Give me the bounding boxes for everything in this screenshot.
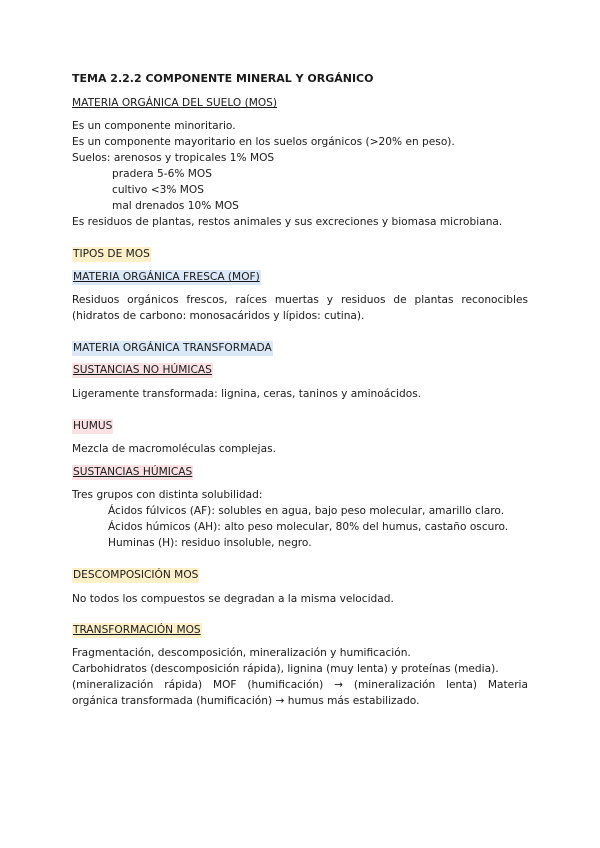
mos-line-7: Es residuos de plantas, restos animales y sus excreciones y biomasa microbiana. <box>72 216 503 228</box>
no-humicas-text: Ligeramente transformada: lignina, ceras, taninos y aminoácidos. <box>72 388 422 400</box>
transformacion-line-3: (mineralización rápida) MOF (humificación) → (mineralización lenta) Materia <box>72 679 528 691</box>
document-title: TEMA 2.2.2 COMPONENTE MINERAL Y ORGÁNICO <box>72 72 374 85</box>
transformacion-line-2: Carbohidratos (descomposición rápida), lignina (muy lenta) y proteínas (media). <box>72 663 499 675</box>
mos-line-5: cultivo <3% MOS <box>112 184 204 196</box>
mos-line-1: Es un componente minoritario. <box>72 120 236 132</box>
section-heading-mof <box>72 269 261 285</box>
mof-line-1: Residuos orgánicos frescos, raíces muertas y residuos de plantas reconocibles <box>72 294 528 306</box>
humicas-heading-text: SUSTANCIAS HÚMICAS <box>73 466 193 478</box>
section-heading-transformacion <box>72 622 202 638</box>
humicas-intro: Tres grupos con distinta solubilidad: <box>72 489 263 501</box>
no-humicas-heading-text: SUSTANCIAS NO HÚMICAS <box>73 364 212 376</box>
humus-heading-text: HUMUS <box>73 420 113 432</box>
section-heading-tipos <box>72 246 151 262</box>
mos-line-2: Es un componente mayoritario en los suelos orgánicos (>20% en peso). <box>72 136 455 148</box>
tipos-heading-text: TIPOS DE MOS <box>73 248 150 260</box>
mof-line-2: (hidratos de carbono: monosacáridos y lípidos: cutina). <box>72 310 365 322</box>
section-heading-humicas <box>72 464 193 480</box>
humicas-item-3: Huminas (H): residuo insoluble, negro. <box>108 537 312 549</box>
mos-line-6: mal drenados 10% MOS <box>112 200 239 212</box>
descomposicion-heading-text: DESCOMPOSICIÓN MOS <box>73 569 199 581</box>
section-heading-descomposicion <box>72 567 199 583</box>
humicas-item-1: Ácidos fúlvicos (AF): solubles en agua, bajo peso molecular, amarillo claro. <box>108 505 505 517</box>
descomposicion-text: No todos los compuestos se degradan a la misma velocidad. <box>72 593 394 605</box>
transformacion-line-1: Fragmentación, descomposición, mineralización y humificación. <box>72 647 411 659</box>
mos-line-3: Suelos: arenosos y tropicales 1% MOS <box>72 152 275 164</box>
humicas-item-2: Ácidos húmicos (AH): alto peso molecular, 80% del humus, castaño oscuro. <box>108 521 509 533</box>
transformacion-line-4: orgánica transformada (humificación) → humus más estabilizado. <box>72 695 420 707</box>
section-heading-mot <box>72 340 273 356</box>
mot-heading-text: MATERIA ORGÁNICA TRANSFORMADA <box>73 342 272 354</box>
section-heading-humus <box>72 418 113 434</box>
section-heading-mos: MATERIA ORGÁNICA DEL SUELO (MOS) <box>72 97 278 109</box>
humus-text: Mezcla de macromoléculas complejas. <box>72 443 276 455</box>
transformacion-heading-text: TRANSFORMACIÓN MOS <box>73 624 201 636</box>
section-heading-no-humicas <box>72 362 213 378</box>
mof-heading-text: MATERIA ORGÁNICA FRESCA (MOF) <box>73 271 260 283</box>
mos-line-4: pradera 5-6% MOS <box>112 168 212 180</box>
